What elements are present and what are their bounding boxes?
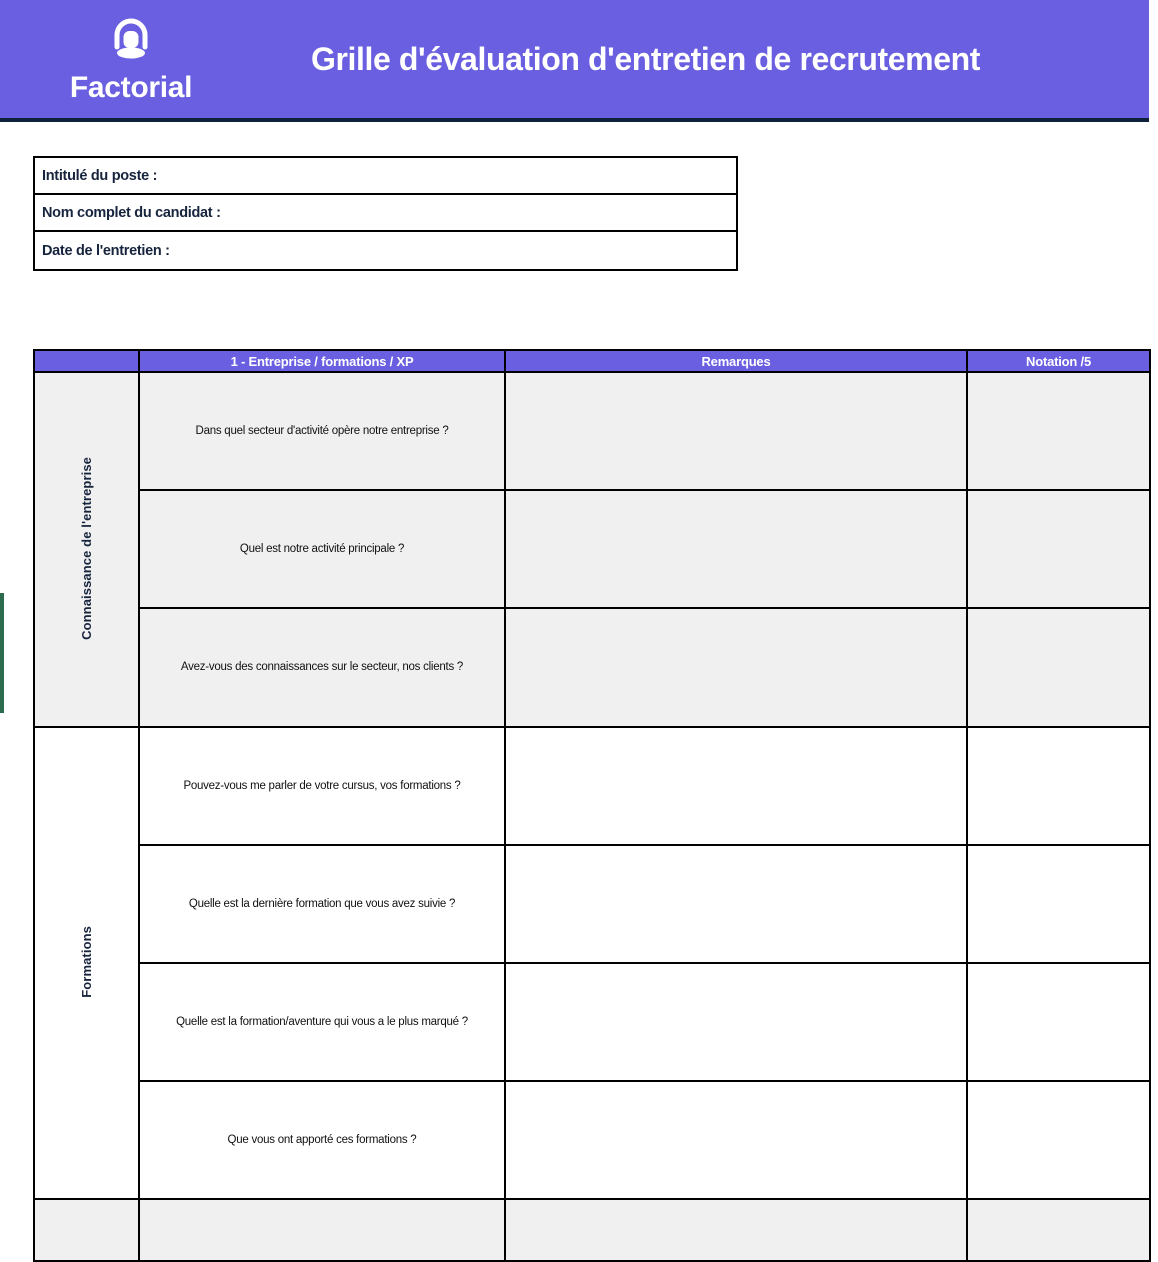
document-header bbox=[0, 0, 1149, 122]
grid-header-spacer bbox=[34, 350, 139, 372]
user-avatar-icon bbox=[105, 17, 157, 69]
remark-cell[interactable] bbox=[505, 1081, 967, 1199]
question-cell: Quelle est la formation/aventure qui vous a le plus marqué ? bbox=[139, 963, 505, 1081]
question-cell: Quelle est la dernière formation que vous avez suivie ? bbox=[139, 845, 505, 963]
table-row bbox=[34, 727, 1150, 845]
info-row-interview-date[interactable] bbox=[35, 232, 736, 269]
question-cell bbox=[139, 1199, 505, 1261]
question-cell: Quel est notre activité principale ? bbox=[139, 490, 505, 608]
grid-header-section: 1 - Entreprise / formations / XP bbox=[139, 350, 505, 372]
page-title: Grille d'évaluation d'entretien de recrutement bbox=[311, 40, 980, 77]
candidate-info-block bbox=[33, 156, 738, 271]
brand-block bbox=[0, 13, 262, 105]
remark-cell[interactable] bbox=[505, 845, 967, 963]
rating-cell[interactable] bbox=[967, 1199, 1150, 1261]
remark-cell[interactable] bbox=[505, 1199, 967, 1261]
rating-cell[interactable] bbox=[967, 963, 1150, 1081]
table-row bbox=[34, 608, 1150, 727]
rating-cell[interactable] bbox=[967, 372, 1150, 490]
grid-body bbox=[34, 372, 1150, 1261]
brand-name: Factorial bbox=[69, 71, 193, 104]
table-row bbox=[34, 490, 1150, 608]
info-row-candidate-name[interactable] bbox=[35, 195, 736, 232]
section-label-cell-next bbox=[34, 1199, 139, 1261]
remark-cell[interactable] bbox=[505, 727, 967, 845]
rating-cell[interactable] bbox=[967, 727, 1150, 845]
grid-header-remarks: Remarques bbox=[505, 350, 967, 372]
info-label-job-title: Intitulé du poste : bbox=[42, 167, 158, 184]
section-label-cell-company bbox=[34, 372, 139, 727]
rating-cell[interactable] bbox=[967, 608, 1150, 727]
question-cell: Que vous ont apporté ces formations ? bbox=[139, 1081, 505, 1199]
question-cell: Avez-vous des connaissances sur le secteur, nos clients ? bbox=[139, 608, 505, 727]
info-row-job-title[interactable] bbox=[35, 158, 736, 195]
grid-header-row bbox=[34, 350, 1150, 372]
remark-cell[interactable] bbox=[505, 490, 967, 608]
section-label-company: Connaissance de l'entreprise bbox=[79, 456, 94, 640]
question-cell: Dans quel secteur d'activité opère notre entreprise ? bbox=[139, 372, 505, 490]
table-row bbox=[34, 372, 1150, 490]
table-row bbox=[34, 1081, 1150, 1199]
table-row bbox=[34, 1199, 1150, 1261]
remark-cell[interactable] bbox=[505, 963, 967, 1081]
section-label-cell-training bbox=[34, 727, 139, 1199]
rating-cell[interactable] bbox=[967, 845, 1150, 963]
rating-cell[interactable] bbox=[967, 1081, 1150, 1199]
info-label-candidate-name: Nom complet du candidat : bbox=[42, 204, 221, 221]
info-label-interview-date: Date de l'entretien : bbox=[42, 242, 170, 259]
table-row bbox=[34, 845, 1150, 963]
remark-cell[interactable] bbox=[505, 608, 967, 727]
left-edge-indicator bbox=[0, 593, 4, 713]
rating-cell[interactable] bbox=[967, 490, 1150, 608]
section-label-training: Formations bbox=[79, 925, 94, 998]
evaluation-grid bbox=[33, 349, 1151, 1262]
table-row bbox=[34, 963, 1150, 1081]
grid-header-rating: Notation /5 bbox=[967, 350, 1150, 372]
remark-cell[interactable] bbox=[505, 372, 967, 490]
question-cell: Pouvez-vous me parler de votre cursus, vos formations ? bbox=[139, 727, 505, 845]
